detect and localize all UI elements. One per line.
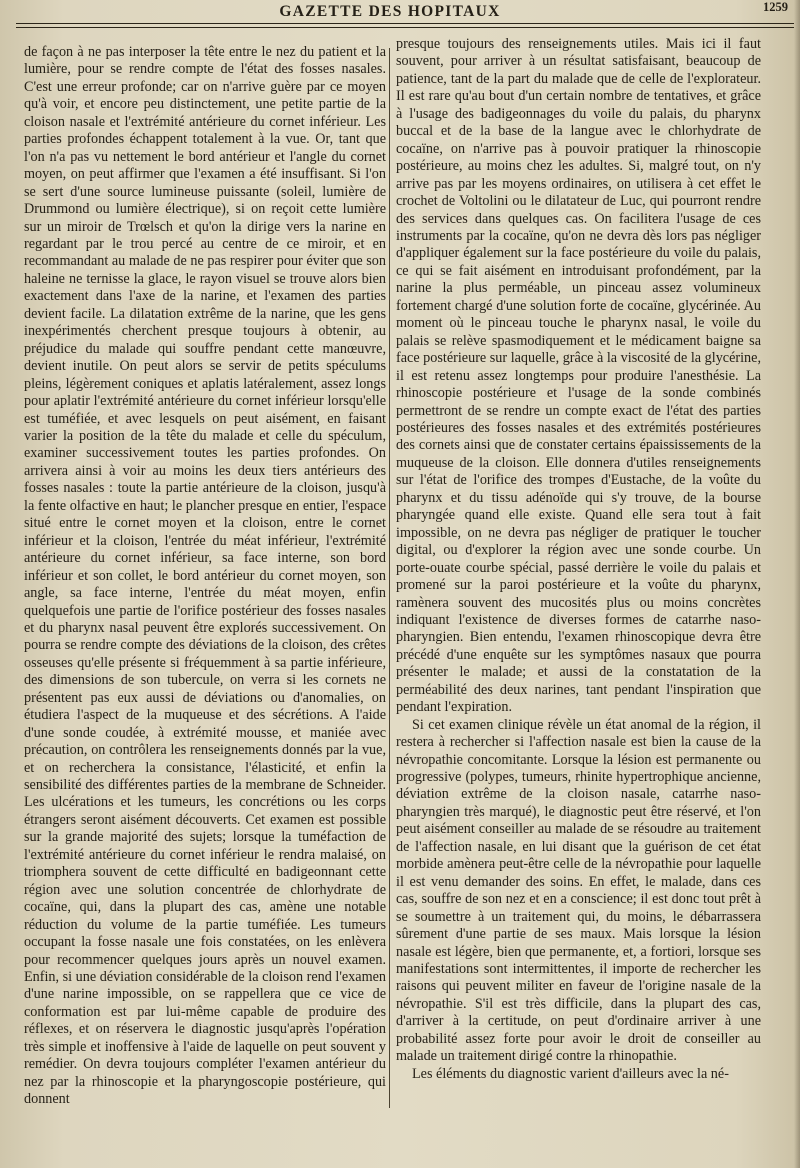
running-title: GAZETTE DES HOPITAUX [279, 3, 501, 20]
right-paragraph-3: Les éléments du diagnostic varient d'ailleurs avec la né- [412, 1065, 729, 1082]
scan-edge-shadow [794, 0, 800, 1168]
right-column [396, 36, 761, 1083]
page-header [0, 0, 800, 24]
column-divider [389, 48, 390, 1108]
right-paragraph-1: presque toujours des renseignements utiles. Mais ici il faut souvent, pour arriver à un résultat satisfaisant, beaucoup de patience, tant de la part du malade que de celle de l'explorateur. Il est rare qu'au bout d'un certain nombre de tentatives, et grâce à l'usage des badigeonnages du voile du palais, du pharynx buccal et de la base de la langue avec le chlorhydrate de cocaïne, on n'arrive pas à pouvoir pratiquer la rhinoscopie postérieure, au moins chez les adultes. Si, malgré tout, on n'y arrive pas par les moyens ordinaires, on utilisera à cet effet le crochet de Voltolini ou le dilatateur de Luc, qui pourront rendre des services dans quelques cas. On facilitera l'usage de ces instruments par la cocaïne, qu'on ne devra dès lors pas négliger d'appliquer également sur la face postérieure du voile du palais, ce qui se fait aisément en introduisant profondément, par la narine la plus perméable, un pinceau assez volumineux fortement chargé d'une solution forte de cocaïne, glycérinée. Au moment où le pinceau touche le pharynx nasal, le voile du palais se relève spasmodiquement et le médicament baigne sa face postérieure sur laquelle, grâce à la viscosité de la glycérine, il est retenu assez longtemps pour produire l'anesthésie. La rhinoscopie postérieure et l'usage de la sonde combinés permettront de se rendre un compte exact de l'état des parties postérieures des fosses nasales et des extrémités postérieures des cornets ainsi que de constater certains épaississements de la muqueuse de la cloison. Elle donnera d'utiles renseignements sur l'état de l'orifice des trompes d'Eustache, de la voûte du pharynx et du tissu adénoïde qui s'y trouve, de la bourse pharyngée quand elle existe. Quand elle sera tout à fait impossible, on ne devra pas négliger de pratiquer le toucher digital, ou d'explorer la région avec une sonde courbe. Un porte-ouate courbe spécial, passé derrière le voile du palais et promené sur la paroi postérieure et la voûte du pharynx, ramènera souvent des mucosités plus ou moins concrètes indiquant l'existence de diverses formes de catarrhe naso-pharyngien. Bien entendu, l'examen rhinoscopique devra être précédé d'une enquête sur les symptômes nasaux que pourra présenter le malade; et aussi de la constatation de la perméabilité des deux narines, tant pendant l'inspiration que pendant l'expiration. [396, 36, 761, 716]
header-rule-thin [16, 27, 794, 28]
left-paragraph-1: de façon à ne pas interposer la tête entre le nez du patient et la lumière, pour se rendre compte de l'état des fosses nasales. C'est une erreur profonde; car on n'arrive guère par ce moyen qu'à voir, et encore peu distinctement, une petite partie de la cloison nasale et l'extrémité antérieure du cornet inférieur. Les parties profondes échappent totalement à la vue. Or, tant que l'on n'a pas vu nettement le bord antérieur et l'angle du cornet moyen, on peut affirmer que l'examen a été insuffisant. Si l'on se sert d'une source lumineuse puissante (soleil, lumière de Drummond ou lumière électrique), si on reçoit cette lumière sur un miroir de Trœlsch et qu'on la dirige vers la narine en regardant par le trou percé au centre de ce miroir, et en recommandant au malade de ne pas respirer pour éviter que son haleine ne ternisse la glace, le rayon visuel se trouve alors bien exactement dans l'axe de la narine, et l'examen des parties devient facile. La dilatation extrême de la narine, que les gens inexpérimentés cherchent presque toujours à obtenir, au préjudice du malade qui souffre pendant cette manœuvre, devient inutile. On peut alors se servir de petits spéculums pleins, légèrement coniques et aplatis latéralement, assez longs pour aplatir l'extrémité antérieure du cornet inférieur lorsqu'elle est tuméfiée, et avec lesquels on peut aisément, en faisant varier la position de la tête du malade et celle du spéculum, examiner successivement toutes les parties profondes. On arrivera ainsi à voir au moins les deux tiers antérieurs des fosses nasales : toute la partie antérieure de la cloison, jusqu'à la fente olfactive en haut; le plancher presque en entier, l'espace situé entre le cornet moyen et la cloison, entre le cornet inférieur et la cloison, l'entrée du méat inférieur, l'extrémité antérieure du cornet inférieur, sa face interne, son bord inférieur et son collet, le bord antérieur du cornet moyen, son angle, sa face interne, l'entrée du méat moyen, enfin quelquefois une partie de l'orifice postérieur des fosses nasales et du pharynx nasal peuvent être explorés successivement. On pourra se rendre compte des déviations de la cloison, des crêtes osseuses qu'elle présente si fréquemment à sa partie inférieure, des dimensions de son tubercule, on verra si les cornets ne présentent pas eux aussi de déviations ou d'anomalies, on étudiera l'aspect de la muqueuse et des sécrétions. A l'aide d'une sonde coudée, à extrémité mousse, et maniée avec précaution, on contrôlera les renseignements donnés par la vue, et on recherchera la consistance, l'élasticité, et enfin la sensibilité des différentes parties de la membrane de Schneider. Les ulcérations et les tumeurs, les concrétions ou les corps étrangers seront aisément découverts. Cet examen est possible sur la grande majorité des sujets; lorsque la tuméfaction de l'extrémité antérieure du cornet inférieur le rendra malaisé, on triomphera souvent de cette difficulté en badigeonnant cette région avec une solution concentrée de chlorhydrate de cocaïne, qui, dans la plupart des cas, amène une notable réduction du volume de la partie tuméfiée. Les tumeurs occupant la fosse nasale une fois constatées, on les enlèvera pour recommencer quelques jours après un nouvel examen. Enfin, si une déviation considérable de la cloison rend l'examen d'une narine impossible, on se rappellera que ce vice de conformation est par lui-même capable de produire des réflexes, et on réservera le diagnostic jusqu'après l'opération très simple et inoffensive à l'aide de laquelle on peut souvent y remédier. On devra toujours compléter l'examen antérieur du nez par la rhinoscopie et la pharyngoscopie postérieure, qui donnent [24, 44, 386, 1108]
page-number: 1259 [763, 0, 788, 14]
right-paragraph-2: Si cet examen clinique révèle un état anomal de la région, il restera à rechercher si l'affection nasale est bien la cause de la névropathie concomitante. Lorsque la lésion est permanente ou progressive (polypes, tumeurs, rhinite hypertrophique ancienne, déviation extrême de la cloison nasale, catarrhe naso-pharyngien très marqué), le diagnostic peut être réservé, et l'on peut aisément conseiller au malade de se résoudre au traitement de l'affection nasale, en lui disant que la guérison de cet état morbide amènera peut-être celle de la névropathie pour laquelle il est venu demander des soins. En effet, le malade, dans ces cas, souffre de son nez et en a conscience; il est donc tout prêt à se soumettre à un traitement qui, du moins, le débarrassera sûrement d'une partie de ses maux. Mais lorsque la lésion nasale est légère, bien que permanente, et, a fortiori, lorsque ses manifestations sont intermittentes, il importe de rechercher les raisons qui peuvent militer en faveur de l'origine nasale de la névropathie. S'il est très difficile, dans la plupart des cas, d'arriver à la certitude, on peut d'ordinaire arriver à une probabilité assez forte pour avoir le droit de conseiller au malade un traitement dirigé contre la rhinopathie. [396, 716, 761, 1065]
left-column [24, 44, 386, 1109]
header-rule-thick [16, 23, 794, 24]
